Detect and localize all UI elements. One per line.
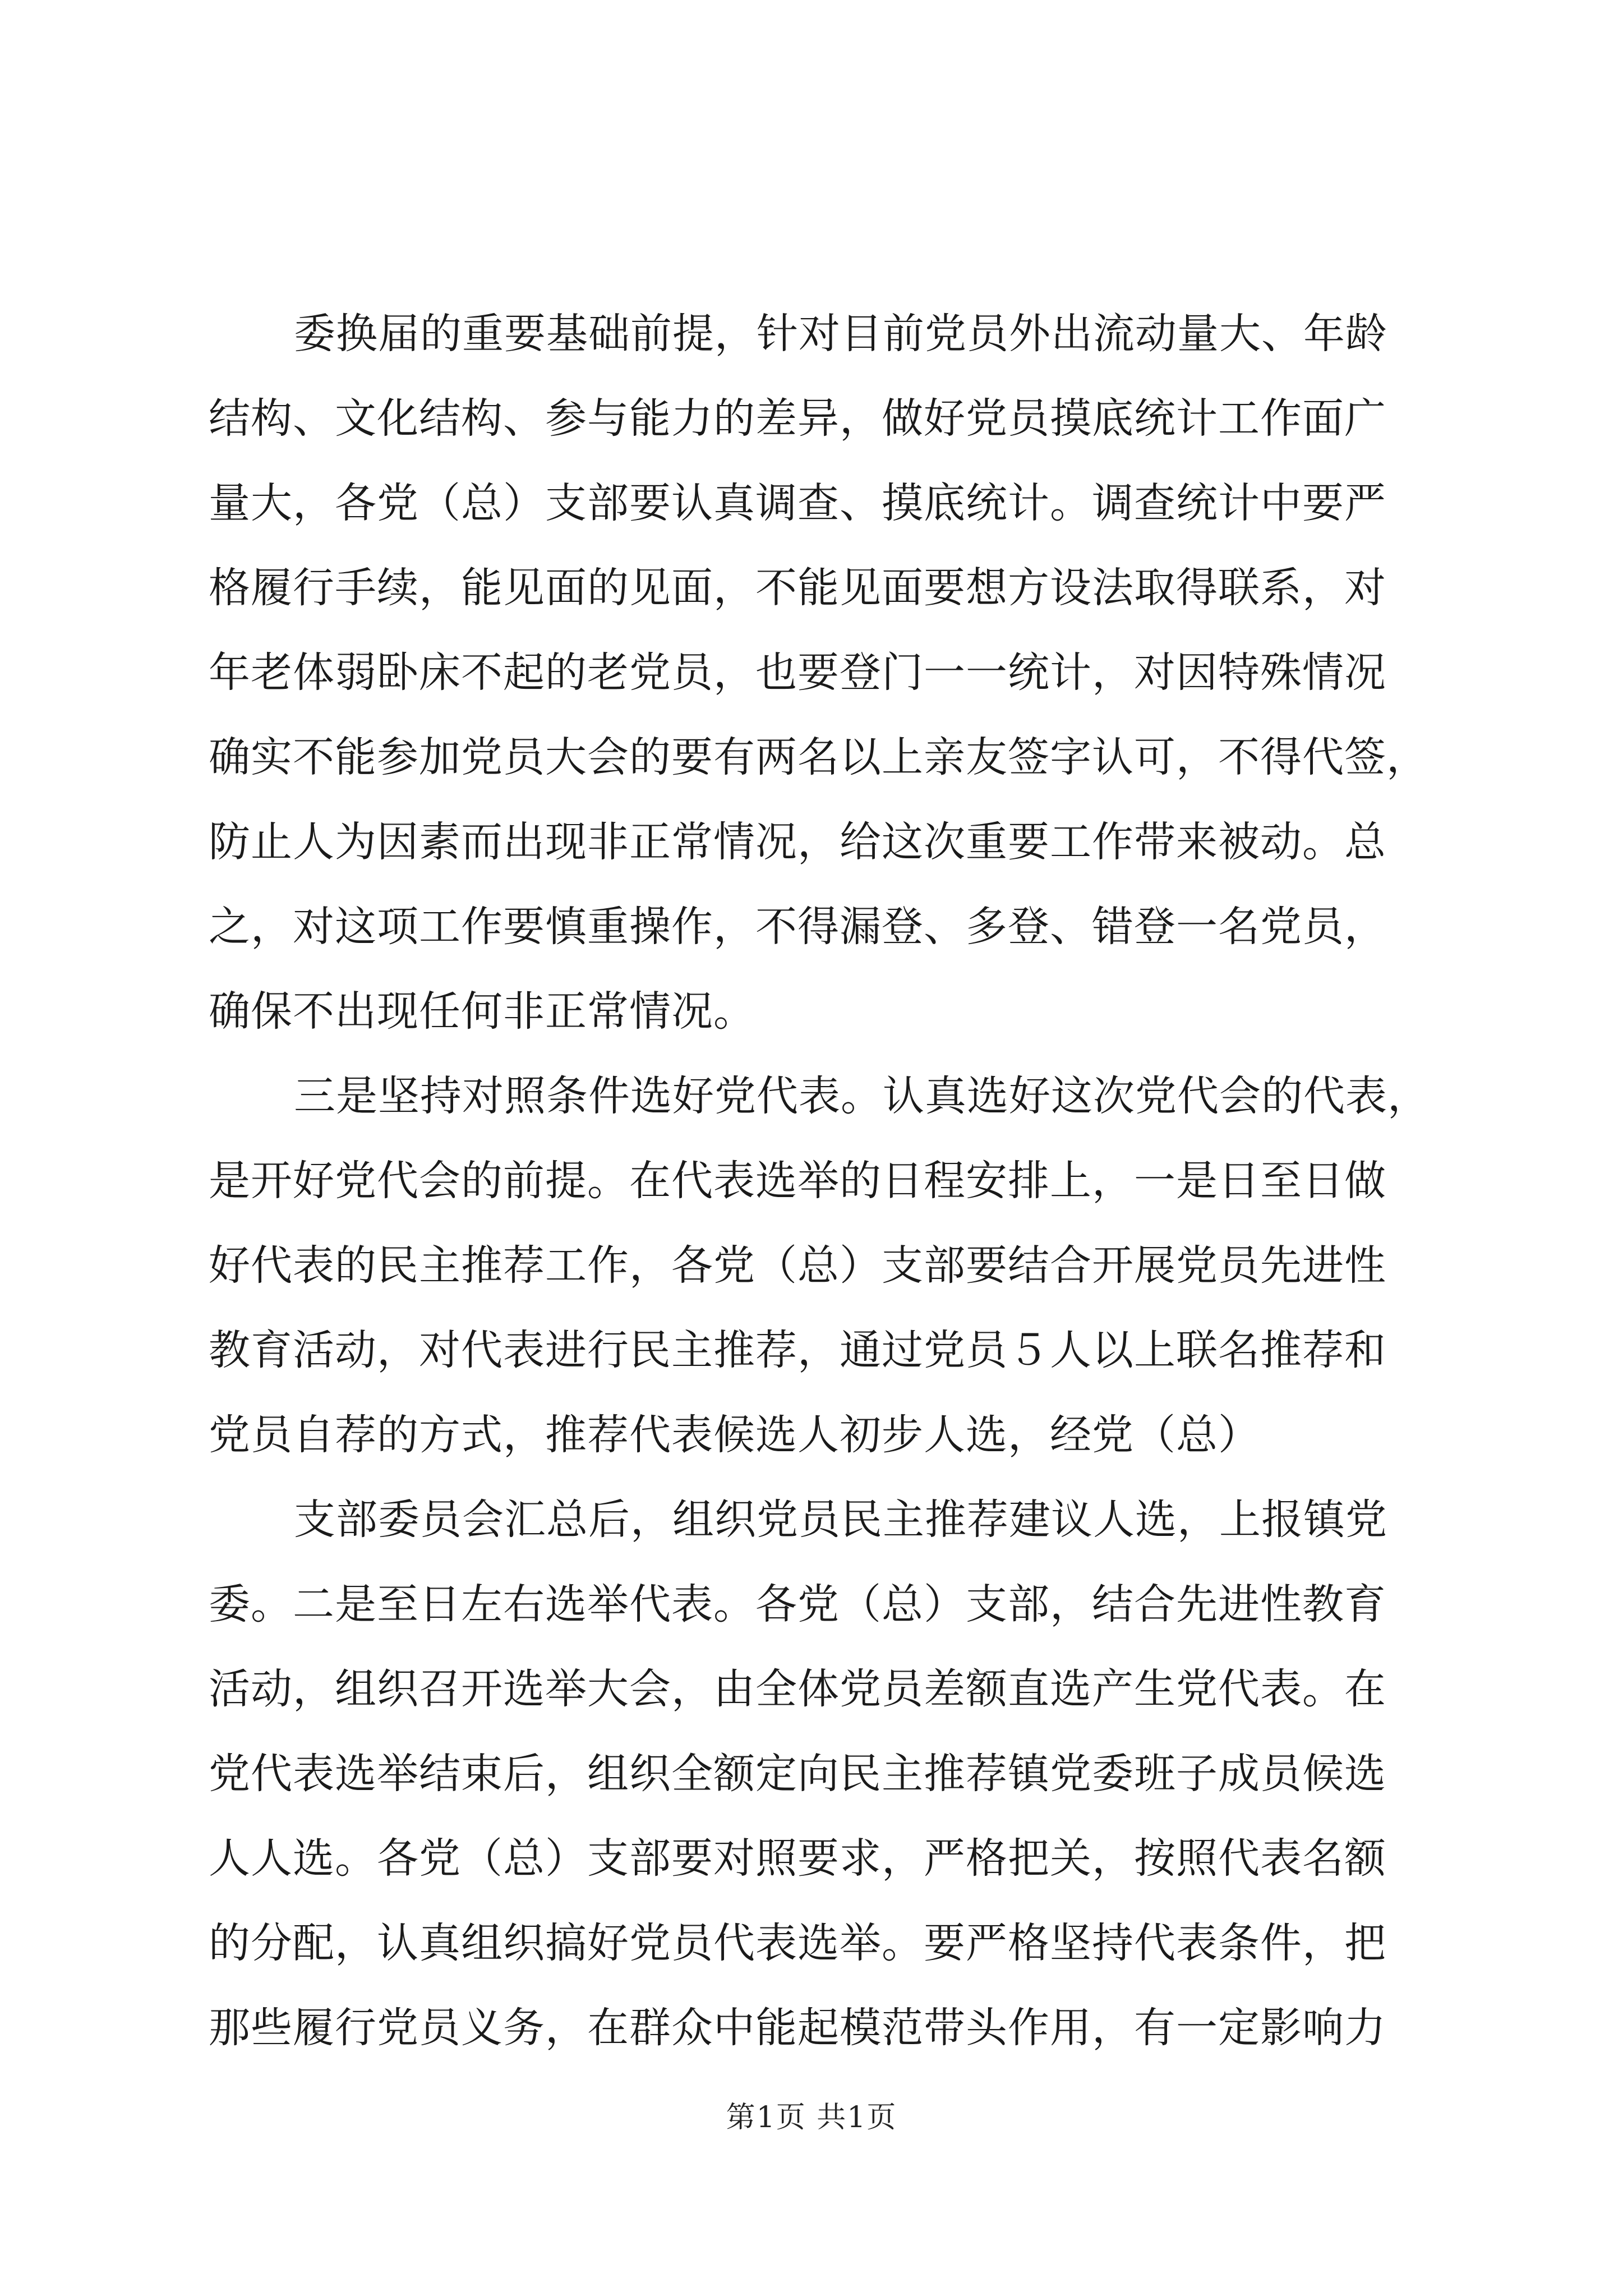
- text-line: 党代表选举结束后，组织全额定向民主推荐镇党委班子成员候选: [209, 1750, 1386, 1798]
- text-line: 支部委员会汇总后，组织党员民主推荐建议人选，上报镇党: [294, 1496, 1387, 1544]
- text-line: 之，对这项工作要慎重操作，不得漏登、多登、错登一名党员，: [209, 903, 1386, 951]
- text-line: 委。二是至日左右选举代表。各党（总）支部，结合先进性教育: [209, 1580, 1386, 1628]
- text-line: 量大，各党（总）支部要认真调查、摸底统计。调查统计中要严: [209, 479, 1386, 527]
- text-line: 格履行手续，能见面的见面，不能见面要想方设法取得联系，对: [209, 564, 1386, 612]
- text-line: 是开好党代会的前提。在代表选举的日程安排上，一是日至日做: [209, 1157, 1386, 1205]
- paragraph-3: [209, 1478, 1420, 2070]
- text-line: 结构、文化结构、参与能力的差异，做好党员摸底统计工作面广: [209, 394, 1386, 443]
- text-line: 三是坚持对照条件选好党代表。认真选好这次党代会的代表，: [294, 1072, 1430, 1120]
- text-line: 的分配，认真组织搞好党员代表选举。要严格坚持代表条件，把: [209, 1919, 1386, 1967]
- text-line: 确实不能参加党员大会的要有两名以上亲友签字认可，不得代签，: [209, 733, 1428, 781]
- text-line: 好代表的民主推荐工作，各党（总）支部要结合开展党员先进性: [209, 1241, 1386, 1290]
- text-line: 人人选。各党（总）支部要对照要求，严格把关，按照代表名额: [209, 1834, 1386, 1883]
- text-line: 年老体弱卧床不起的老党员，也要登门一一统计，对因特殊情况: [209, 648, 1386, 697]
- text-line: 那些履行党员义务，在群众中能起模范带头作用，有一定影响力: [209, 2004, 1386, 2052]
- paragraph-2: [209, 1054, 1430, 1478]
- page-footer: [0, 2098, 1623, 2137]
- page-number-label: 第1页 共1页: [726, 2101, 897, 2134]
- text-line: 防止人为因素而出现非正常情况，给这次重要工作带来被动。总: [209, 818, 1386, 866]
- text-line: 确保不出现任何非正常情况。: [209, 987, 755, 1036]
- text-line: 委换届的重要基础前提，针对目前党员外出流动量大、年龄: [294, 310, 1387, 358]
- document-body: [209, 292, 1430, 2070]
- text-line: 教育活动，对代表进行民主推荐，通过党员５人以上联名推荐和: [209, 1326, 1386, 1374]
- paragraph-1: [209, 292, 1428, 1054]
- text-line: 活动，组织召开选举大会，由全体党员差额直选产生党代表。在: [209, 1665, 1386, 1713]
- text-line: 党员自荐的方式，推荐代表候选人初步人选，经党（总）: [209, 1411, 1260, 1459]
